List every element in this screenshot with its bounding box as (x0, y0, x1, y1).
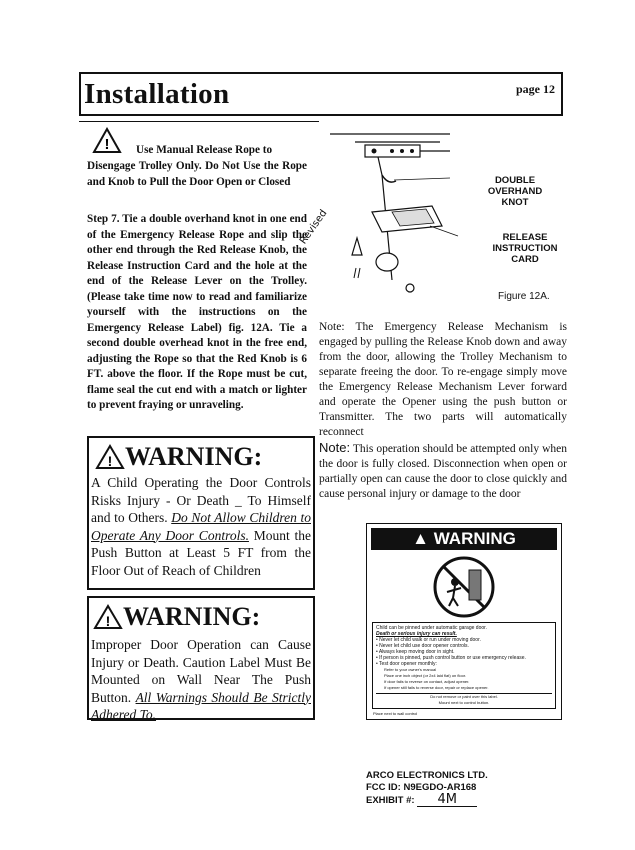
card-bullet: • If person is pinned, push control button or use emergency release. (376, 655, 526, 661)
caution-line1: Use Manual Release Rope to (136, 144, 273, 156)
card-fine-2: Place one inch object (or 2x4 laid flat) on floor. (384, 673, 467, 678)
figure-12a-illustration (330, 130, 480, 300)
exhibit-row (366, 794, 488, 807)
card-fine-4: If opener still fails to reverse door, repair or replace opener. (384, 685, 489, 690)
warning-1-text3: Mount the Push Button at Least 5 FT from the Floor Out of Reach of Children (91, 527, 312, 578)
svg-text:!: ! (104, 136, 110, 153)
handwritten-note: Revised (298, 208, 330, 247)
page-title: Installation (84, 78, 230, 110)
note-2 (319, 440, 567, 502)
card-text-box (372, 622, 556, 709)
warning-1-body (89, 474, 313, 579)
warning-2-text2: All Warnings Should Be Strictly Adhered To. (91, 689, 311, 722)
svg-text:!: ! (107, 453, 113, 469)
card-fine-3: If door fails to reverse on contact, adjust opener. (384, 679, 470, 684)
warning-2-heading (89, 598, 313, 632)
note-1: Note: The Emergency Release Mechanism is engaged by pulling the Release Knob down and away from the door, allowing the Trolley Mechanism to separate freeing the door. To re-engage simply move the Emergency Release Mechanism Lever forward and operate the Opener using the push button or Transmitter. The two parts will automatically reconnect (319, 321, 567, 438)
card-line2: Death or serious injury can result. (376, 631, 457, 637)
warning-triangle-icon (95, 444, 125, 470)
note-2-lead: Note: (319, 440, 351, 455)
card-fine-7: Place next to wall control (373, 711, 418, 716)
caution-text: Disengage Trolley Only. Do Not Use the Rope and Knob to Pull the Door Open or Closed (87, 160, 307, 188)
label-double-overhand-knot: DOUBLE OVERHAND KNOT (487, 175, 543, 208)
card-line1: Child can be pinned under automatic garage door. (376, 625, 487, 631)
company-name: ARCO ELECTRONICS LTD. (366, 770, 488, 781)
card-heading: ▲ WARNING (371, 528, 557, 550)
warning-2-body (89, 636, 313, 724)
card-bullet: • Always keep moving door in sight. (376, 649, 455, 655)
step7-text: Step 7. Tie a double overhand knot in one end of the Emergency Release Rope and slip the other end through the Red Release Knob, the Release Instruction Card and the hole at the end of the Release Lever on the Trolley. (Please take time now to read and familiarize yourself with the instructions on the Emergency Release Label) fig. 12A. Tie a second double overhead knot in the free end, adjusting the Rope so that the Red Knob is 6 FT. above the floor. If the Rope must be cut, flame seal the cut end with a match or lighter to prevent fraying or unraveling. (87, 213, 307, 411)
warning-1-text1: A Child Operating the Door Controls Risks Injury - Or Death _ To Himself and to Others. (91, 475, 311, 525)
card-fine-5: Do not remove or paint over this label. (376, 693, 552, 700)
card-bullet: • Test door opener monthly: (376, 661, 437, 667)
caution-triangle-icon (92, 127, 122, 154)
warning-1-title: WARNING: (125, 442, 263, 471)
card-fine-1: Refer to your owner's manual (384, 667, 437, 672)
warning-1-text2: Do Not Allow Children to Operate Any Door Controls. (91, 510, 311, 543)
warning-2-text1: Improper Door Operation can Cause Injury or Death. Caution Label Must Be Mounted on Wall Near The Push Button. (91, 637, 311, 705)
warning-2-title: WARNING: (123, 602, 261, 631)
svg-text:!: ! (105, 613, 111, 629)
page-number: page 12 (516, 82, 555, 96)
exhibit-label: EXHIBIT #: (366, 795, 415, 806)
card-bullet: • Never let child use door opener controls. (376, 643, 469, 649)
warning-box-1 (87, 436, 315, 590)
footer-block (366, 770, 488, 807)
exhibit-value: 4M (417, 794, 477, 807)
warning-box-2 (87, 596, 315, 720)
warning-triangle-icon (93, 604, 123, 630)
no-child-under-door-icon (431, 554, 497, 620)
fcc-id: FCC ID: N9EGDO-AR168 (366, 782, 477, 793)
note-2-text: This operation should be attempted only when the door is fully closed. Disconnection when open or partially open can cause the door to close quickly and cause personal injury or damage to the door (319, 443, 567, 500)
figure-caption: Figure 12A. (498, 291, 550, 302)
label-release-instruction-card: RELEASE INSTRUCTION CARD (492, 232, 558, 265)
card-fine-6: Mount next to control button. (438, 700, 490, 705)
card-heading-text: WARNING (433, 529, 516, 548)
warning-1-heading (89, 438, 313, 472)
warning-label-card (366, 523, 562, 720)
card-bullet: • Never let child walk or run under moving door. (376, 637, 481, 643)
header-rule (79, 121, 319, 122)
